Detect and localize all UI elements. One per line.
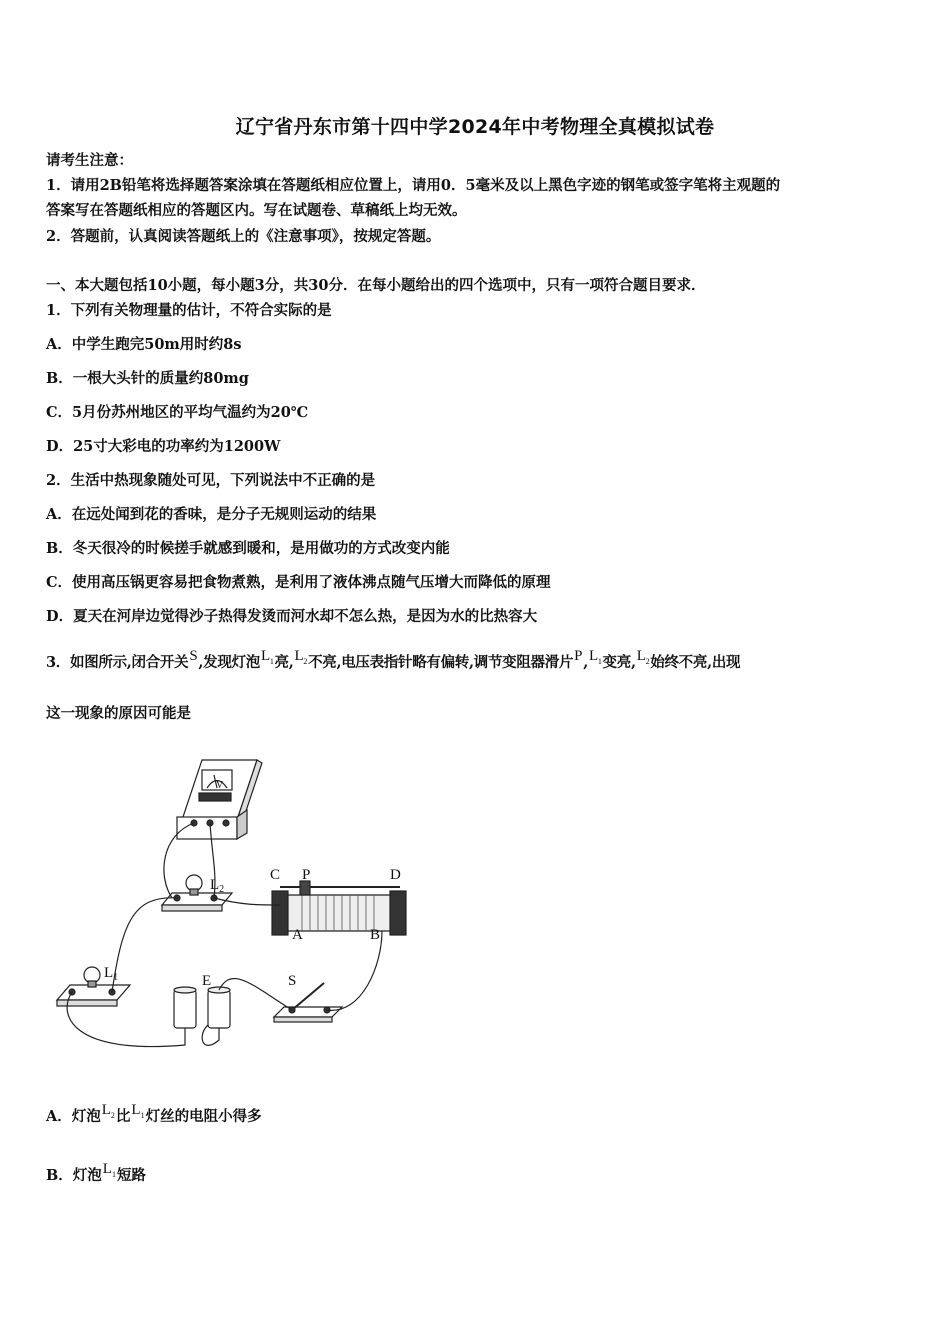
q2-option-a: A．在远处闻到花的香味，是分子无规则运动的结果 xyxy=(46,506,377,523)
q3-stem-line-2: 这一现象的原因可能是 xyxy=(46,705,191,722)
q2-option-b: B．冬天很冷的时候搓手就感到暖和，是用做功的方式改变内能 xyxy=(46,540,450,557)
q3-text: 亮, xyxy=(274,654,294,671)
q1-option-a: A．中学生跑完50m用时约8s xyxy=(46,336,242,353)
voltmeter-icon xyxy=(177,760,262,839)
q2-option-d: D．夏天在河岸边觉得沙子热得发烫而河水却不怎么热，是因为水的比热容大 xyxy=(46,608,538,625)
symbol-l2: $L_2$ xyxy=(636,648,650,666)
terminal-c-label: C xyxy=(270,867,281,883)
notice-heading: 请考生注意： xyxy=(46,152,133,169)
terminal-b-label: B xyxy=(370,927,381,943)
symbol-l2: $L_2$ xyxy=(294,648,308,666)
q1-stem: 1．下列有关物理量的估计，不符合实际的是 xyxy=(46,302,332,319)
symbol-l1: $L_1$ xyxy=(102,1161,116,1179)
symbol-l2: $L_2$ xyxy=(101,1102,115,1120)
slider-p-label: P xyxy=(302,867,311,883)
q3-text: 变亮, xyxy=(602,654,636,671)
circuit-figure xyxy=(52,755,422,1060)
q3-text: 不亮,电压表指针略有偏转,调节变阻器滑片 xyxy=(308,654,574,671)
q3-text: ,发现灯泡 xyxy=(198,654,260,671)
q2-stem: 2．生活中热现象随处可见，下列说法中不正确的是 xyxy=(46,472,376,489)
notice-item-2: 2．答题前，认真阅读答题纸上的《注意事项》，按规定答题。 xyxy=(46,228,441,245)
terminal-d-label: D xyxy=(390,867,401,883)
switch-icon xyxy=(274,983,342,1022)
section-1-heading: 一、本大题包括10小题，每小题3分，共30分．在每小题给出的四个选项中，只有一项符合题目要求． xyxy=(46,277,706,294)
q3-text: 始终不亮,出现 xyxy=(650,654,741,671)
symbol-p: P xyxy=(574,648,583,664)
symbol-l1: $L_1$ xyxy=(131,1102,145,1120)
switch-s-label: S xyxy=(288,973,297,989)
battery-e-label: E xyxy=(202,973,212,989)
voltmeter-label: V xyxy=(216,780,224,791)
notice-item-1-line-2: 答案写在答题纸相应的答题区内。写在试题卷、草稿纸上均无效。 xyxy=(46,202,467,219)
battery-icon xyxy=(174,987,230,1028)
bulb-l1-label: $L_1$ xyxy=(104,965,119,983)
q1-option-b: B．一根大头针的质量约80mg xyxy=(46,370,249,387)
q3-text: 3．如图所示,闭合开关 xyxy=(46,654,189,671)
q3-option-b: B．灯泡$L_1$短路 xyxy=(46,1161,146,1184)
q1-option-c: C．5月份苏州地区的平均气温约为20℃ xyxy=(46,404,309,421)
bulb-l2-label: $L_2$ xyxy=(210,877,225,895)
q3-option-a: A．灯泡$L_2$比$L_1$灯丝的电阻小得多 xyxy=(46,1102,262,1125)
q3-text: , xyxy=(583,654,588,671)
symbol-l1: $L_1$ xyxy=(260,648,274,666)
q3-stem-line-1 xyxy=(46,648,741,679)
symbol-s: S xyxy=(189,648,198,664)
page-title: 辽宁省丹东市第十四中学2024年中考物理全真模拟试卷 xyxy=(235,116,715,138)
notice-item-1-line-1: 1．请用2B铅笔将选择题答案涂填在答题纸相应位置上，请用0．5毫米及以上黑色字迹的钢笔或签字笔将主观题的 xyxy=(46,177,781,194)
q2-option-c: C．使用高压锅更容易把食物煮熟，是利用了液体沸点随气压增大而降低的原理 xyxy=(46,574,551,591)
terminal-a-label: A xyxy=(292,927,303,943)
symbol-l1: $L_1$ xyxy=(588,648,602,666)
q1-option-d: D．25寸大彩电的功率约为1200W xyxy=(46,438,281,455)
